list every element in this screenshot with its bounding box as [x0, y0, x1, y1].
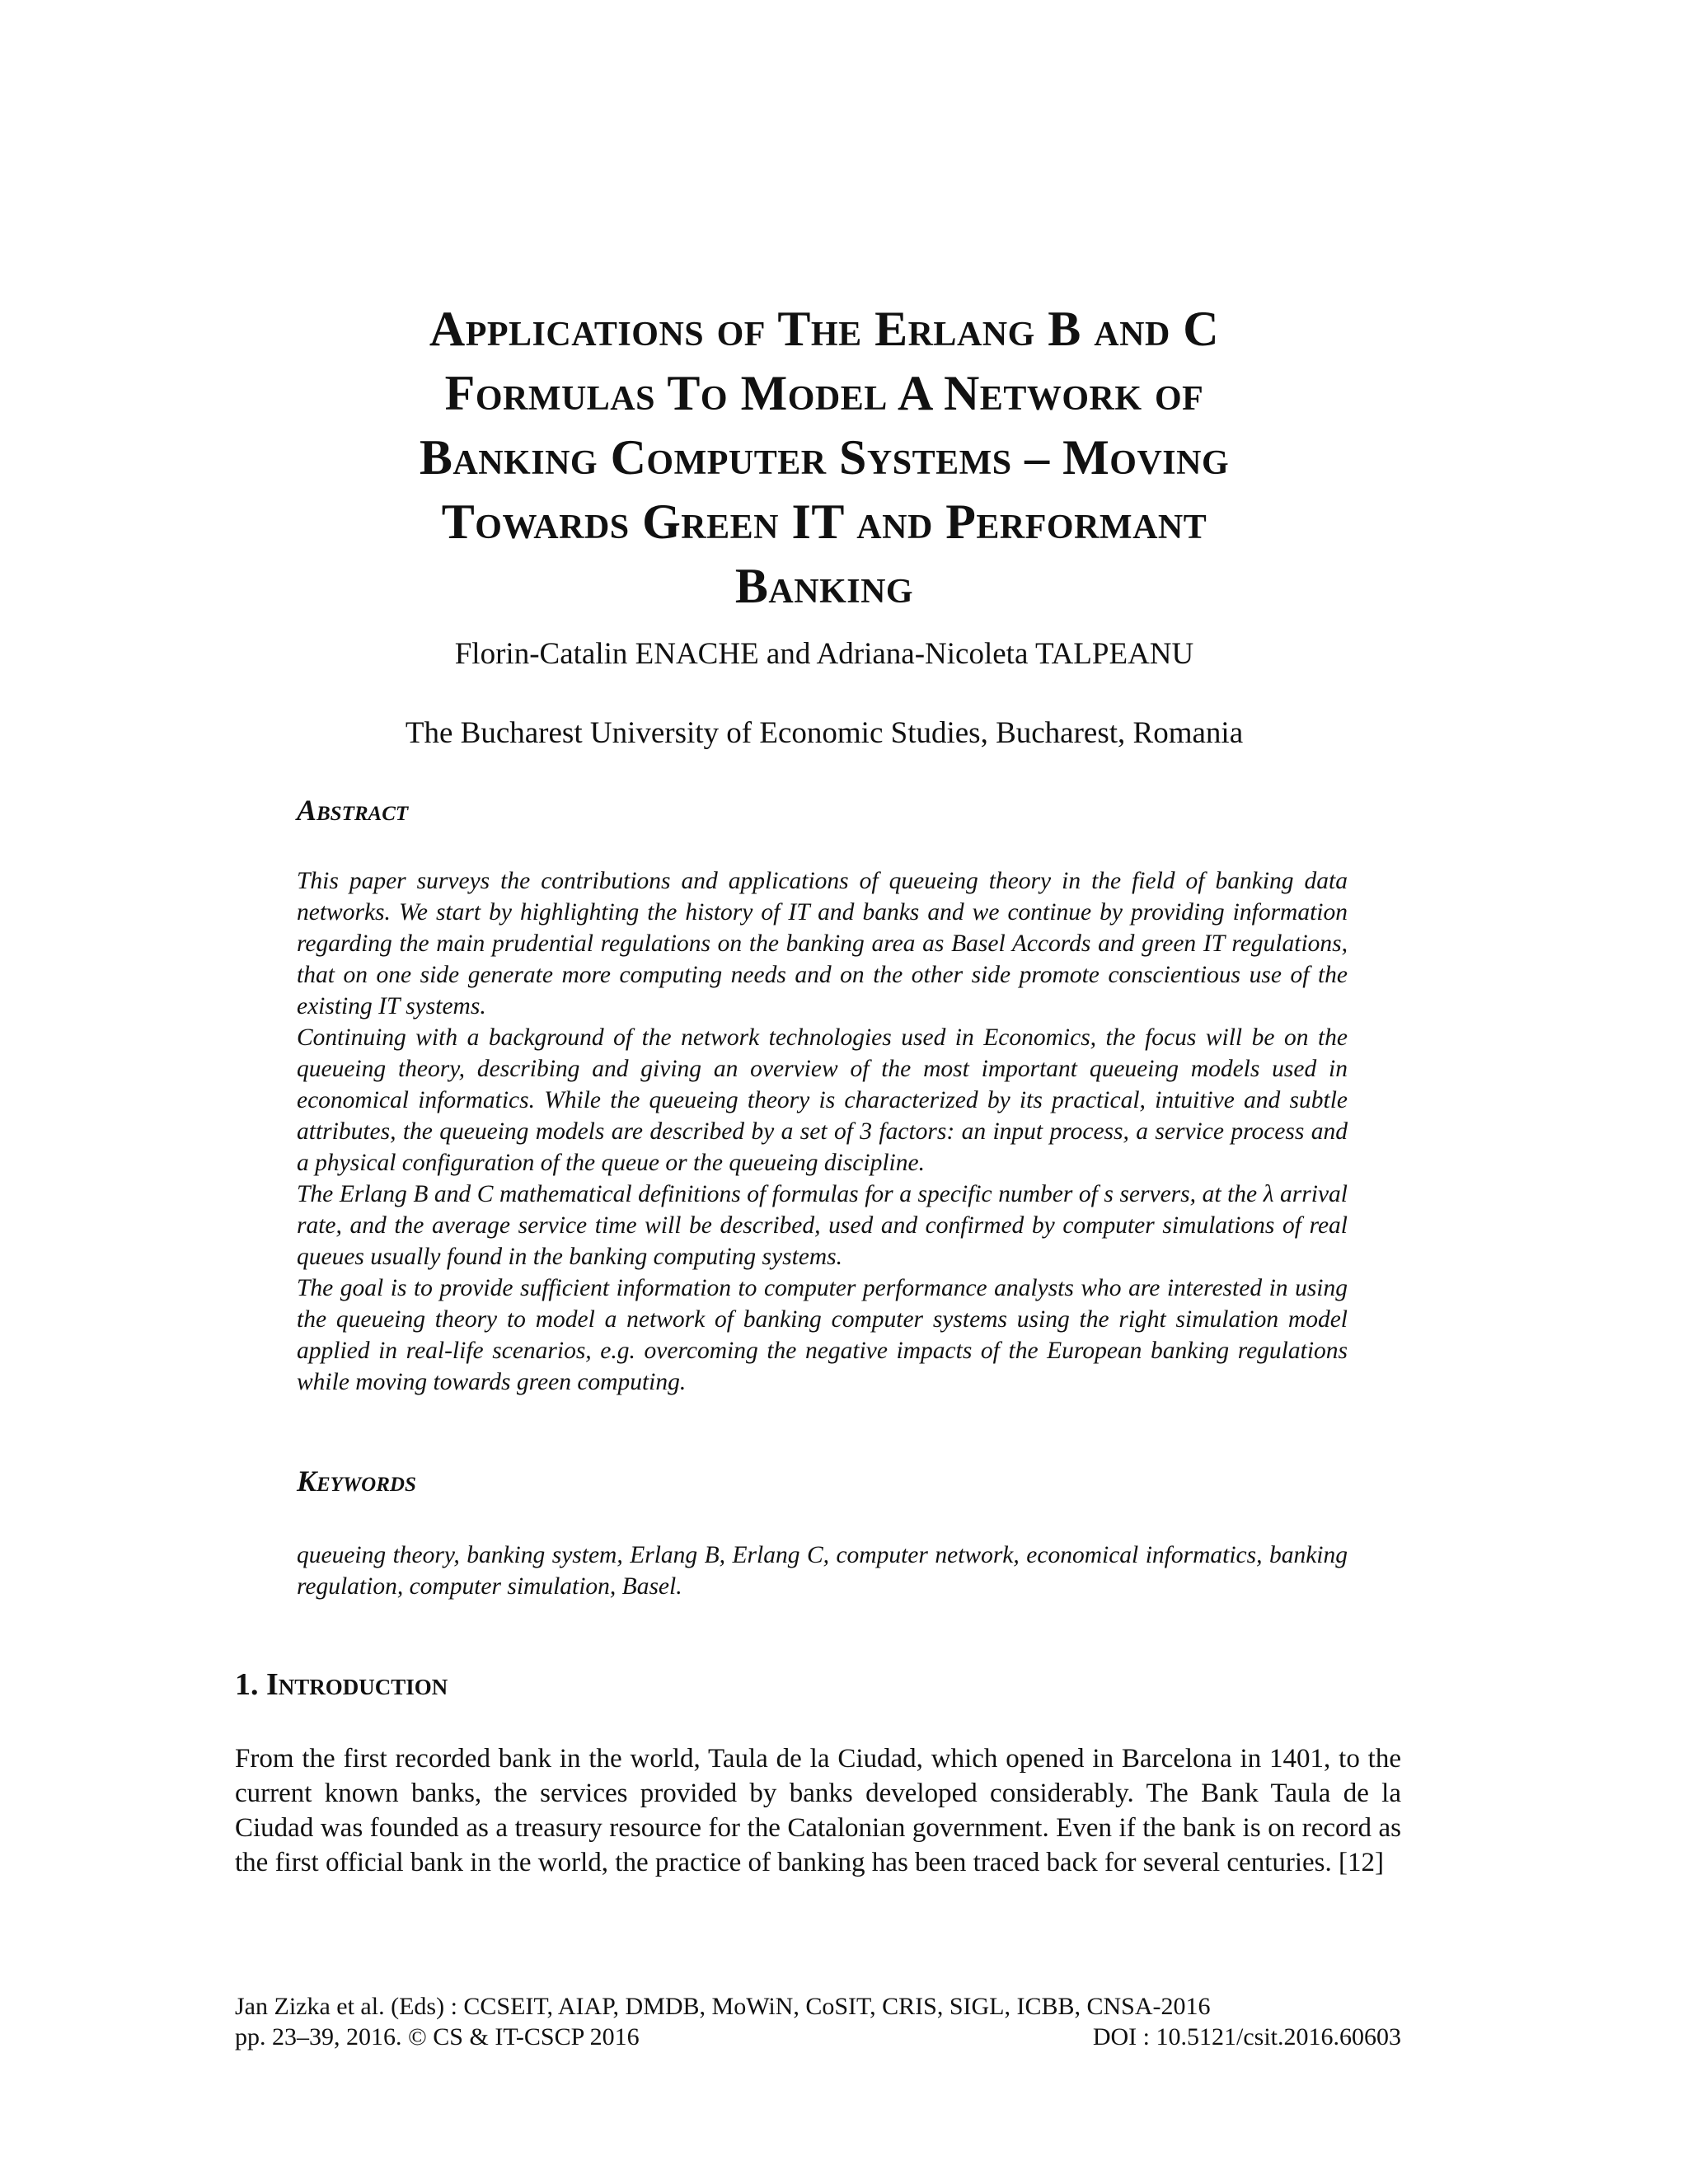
abstract-heading: Abstract [297, 794, 409, 827]
abstract-paragraph: This paper surveys the contributions and applications of queueing theory in the field of banking data networks. We start by highlighting the history of IT and banks and we continue by providing information regarding the main prudential regulations on the banking area as Basel Accords and green IT regulations, that on one side generate more computing needs and on the other side promote conscientious use of the existing IT systems. [297, 868, 1348, 1019]
introduction-heading: 1. Introduction [235, 1667, 448, 1702]
keywords-heading: Keywords [297, 1465, 416, 1497]
abstract-paragraph: Continuing with a background of the network technologies used in Economics, the focus will be on the queueing theory, describing and giving an overview of the most important queueing models used in economical informatics. While the queueing theory is characterized by its practical, intuitive and subtle attributes, the queueing models are described by a set of 3 factors: an input process, a service process and a physical configuration of the queue or the queueing discipline. [297, 1024, 1348, 1176]
authors: Florin-Catalin ENACHE and Adriana-Nicoleta TALPEANU [454, 637, 1194, 671]
title-line: Applications of The Erlang B and C [429, 302, 1220, 356]
paper-title [247, 297, 1401, 618]
title-line: Banking [734, 559, 914, 613]
title-line: Formulas To Model A Network of [444, 366, 1204, 420]
introduction-body [235, 1741, 1401, 1880]
abstract-body [297, 865, 1348, 1398]
abstract-paragraph: The goal is to provide sufficient information to computer performance analysts who are interested in using the queueing theory to model a network of banking computer systems using the right simulation model applied in real-life scenarios, e.g. overcoming the negative impacts of the European banking regulations while moving towards green computing. [297, 1275, 1348, 1395]
abstract-paragraph: The Erlang B and C mathematical definitions of formulas for a specific number of s servers, at the λ arrival rate, and the average service time will be described, used and confirmed by computer simulations of real queues usually found in the banking computing systems. [297, 1181, 1348, 1270]
footer-doi: DOI : 10.5121/csit.2016.60603 [1092, 2023, 1401, 2050]
affiliation: The Bucharest University of Economic Studies, Bucharest, Romania [405, 716, 1244, 750]
introduction-paragraph: From the first recorded bank in the world, Taula de la Ciudad, which opened in Barcelona in 1401, to the current known banks, the services provided by banks developed considerably. The Bank Taula de la Ciudad was founded as a treasury resource for the Catalonian government. Even if the bank is on record as the first official bank in the world, the practice of banking has been traced back for several centuries. [12] [235, 1744, 1401, 1877]
footer-pages: pp. 23–39, 2016. © CS & IT-CSCP 2016 [235, 2023, 640, 2050]
keywords-text: queueing theory, banking system, Erlang B, Erlang C, computer network, economical informatics, banking regulation, computer simulation, Basel. [297, 1542, 1348, 1600]
footer-publication [235, 2023, 1401, 2051]
footer-proceedings: Jan Zizka et al. (Eds) : CCSEIT, AIAP, DMDB, MoWiN, CoSIT, CRIS, SIGL, ICBB, CNSA-2016 [235, 1993, 1211, 2020]
title-line: Towards Green IT and Performant [441, 494, 1207, 549]
title-line: Banking Computer Systems – Moving [419, 430, 1230, 485]
